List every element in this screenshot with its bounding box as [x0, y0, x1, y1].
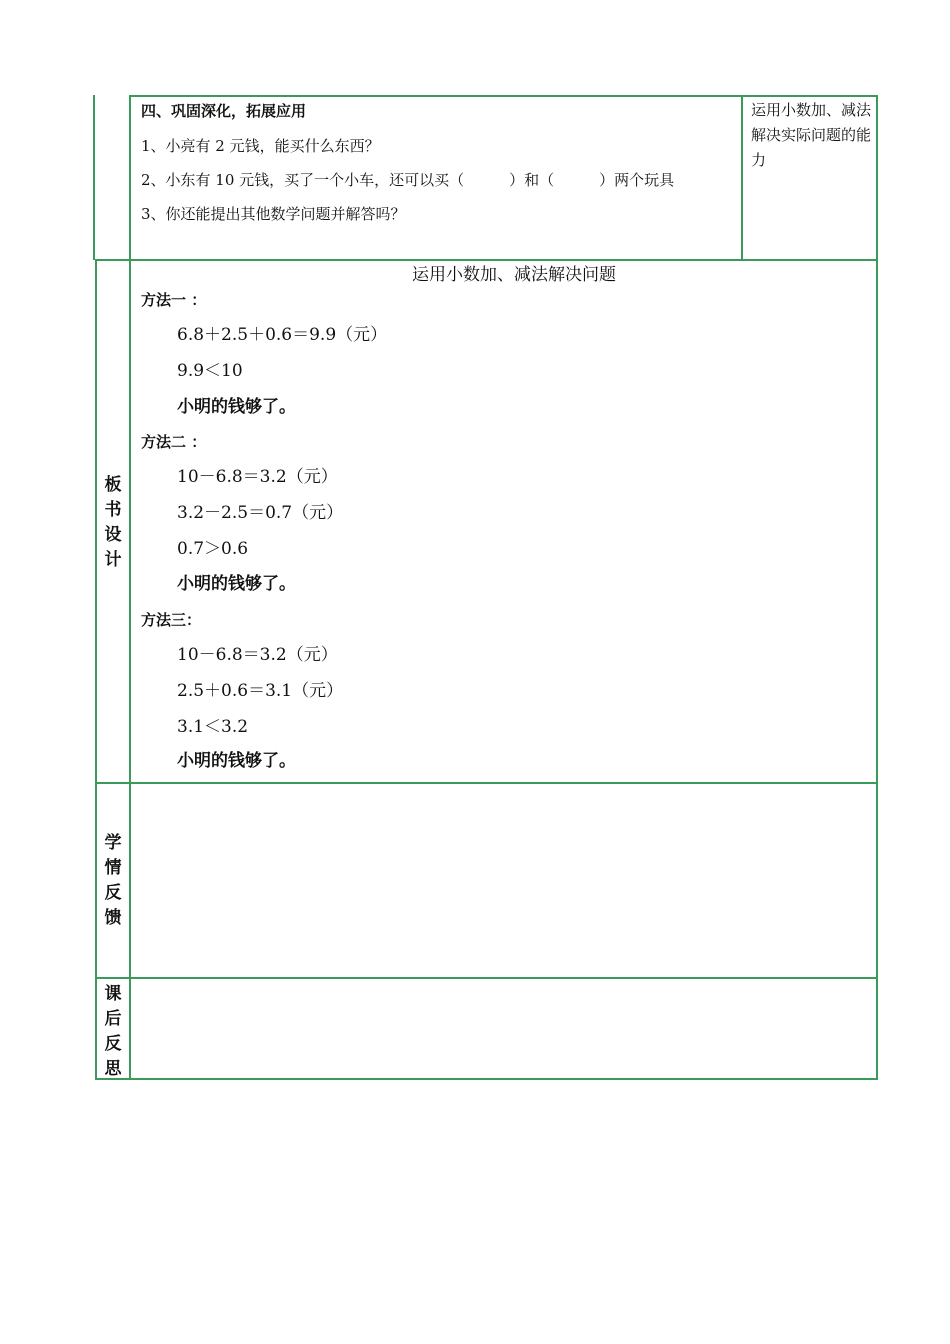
lower-table	[95, 259, 878, 1080]
student-feedback-label: 学 情 反 馈	[104, 833, 122, 928]
after-class-reflection-label: 课 后 反 思	[104, 984, 122, 1079]
method-1-line-1: 6.8＋2.5＋0.6＝9.9（元）	[177, 325, 388, 345]
method-3-line-3: 3.1＜3.2	[177, 717, 249, 737]
section-heading: 四、巩固深化，拓展应用	[141, 102, 307, 120]
question-3: 3、你还能提出其他数学问题并解答吗？	[141, 205, 406, 223]
method-1-label: 方法一 ：	[141, 291, 207, 309]
method-1-conclusion: 小明的钱够了。	[177, 397, 296, 417]
method-2-line-1: 10－6.8＝3.2（元）	[177, 467, 338, 487]
row-divider-feedback	[95, 977, 878, 979]
method-3-conclusion: 小明的钱够了。	[177, 751, 296, 771]
method-3-line-2: 2.5＋0.6＝3.1（元）	[177, 681, 344, 701]
method-3-label: 方法三：	[141, 611, 202, 629]
method-1-line-2: 9.9＜10	[177, 361, 243, 381]
method-3-line-1: 10－6.8＝3.2（元）	[177, 645, 338, 665]
board-design-label: 板 书 设 计	[104, 475, 122, 570]
top-left-border	[93, 95, 95, 260]
question-1: 1、小亮有 2 元钱，能买什么东西？	[141, 137, 380, 155]
method-2-line-3: 0.7＞0.6	[177, 539, 249, 559]
row-divider-board	[95, 782, 878, 784]
label-column-divider	[129, 259, 131, 1080]
objective-text: 运用小数加、减法解决实际问题的能力	[751, 101, 872, 169]
method-2-label: 方法二 ：	[141, 433, 207, 451]
question-2: 2、小东有 10 元钱，买了一个小车，还可以买（ ）和（ ）两个玩具	[141, 171, 675, 189]
method-2-line-2: 3.2－2.5＝0.7（元）	[177, 503, 344, 523]
method-2-conclusion: 小明的钱够了。	[177, 574, 296, 594]
board-title: 运用小数加、减法解决问题	[412, 265, 616, 285]
